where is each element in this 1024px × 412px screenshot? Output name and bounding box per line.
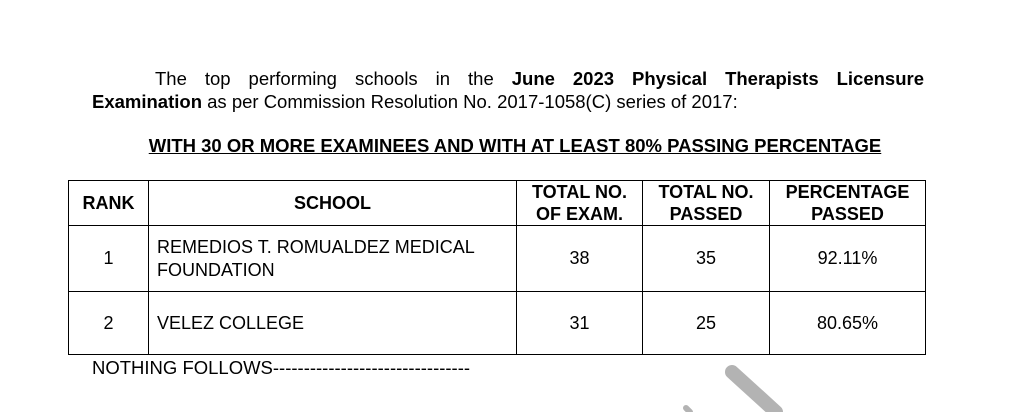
- intro-prefix: The top performing schools in the: [155, 68, 512, 89]
- criteria-heading: WITH 30 OR MORE EXAMINEES AND WITH AT LEAST 80% PASSING PERCENTAGE: [148, 135, 882, 156]
- col-header-percentage: PERCENTAGE PASSED: [770, 181, 926, 226]
- intro-exam-word: Examination: [92, 91, 202, 112]
- total-passed-cell: 25: [643, 292, 770, 355]
- percentage-cell: 92.11%: [770, 226, 926, 292]
- total-exam-cell: 38: [517, 226, 643, 292]
- intro-exam-title: June 2023 Physical Therapists Licensure: [511, 68, 924, 89]
- col-header-rank: RANK: [69, 181, 149, 226]
- rank-cell: 2: [69, 292, 149, 355]
- percentage-cell: 80.65%: [770, 292, 926, 355]
- school-cell: REMEDIOS T. ROMUALDEZ MEDICAL FOUNDATION: [149, 226, 517, 292]
- total-exam-cell: 31: [517, 292, 643, 355]
- col-header-total-passed: TOTAL NO. PASSED: [643, 181, 770, 226]
- total-passed-cell: 35: [643, 226, 770, 292]
- rank-cell: 1: [69, 226, 149, 292]
- col-header-school: SCHOOL: [149, 181, 517, 226]
- intro-resolution: as per Commission Resolution No. 2017-1058(C) series of 2017:: [202, 91, 738, 112]
- school-cell: VELEZ COLLEGE: [149, 292, 517, 355]
- nothing-follows-note: NOTHING FOLLOWS--------------------------------: [92, 357, 471, 378]
- col-header-total-exam: TOTAL NO. OF EXAM.: [517, 181, 643, 226]
